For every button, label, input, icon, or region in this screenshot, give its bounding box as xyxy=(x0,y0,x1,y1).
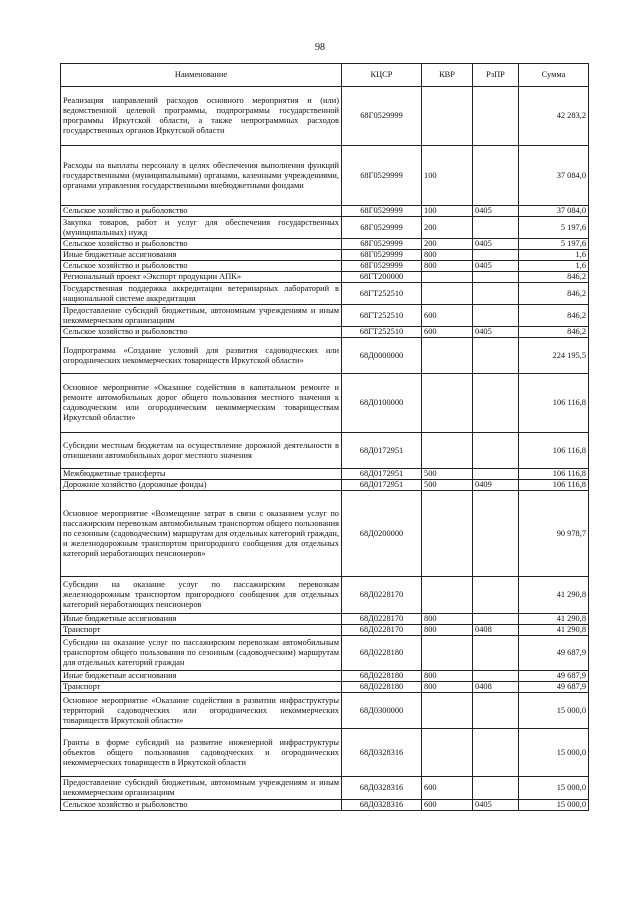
table-row xyxy=(61,800,589,811)
cell-rzpr xyxy=(473,250,519,261)
cell-name: Иные бюджетные ассигнования xyxy=(61,614,342,625)
cell-kcsr: 68ГТ252510 xyxy=(342,283,422,305)
cell-name: Основное мероприятие «Оказание содействия в капитальном ремонте и ремонте автомобильных дорог общего пользования местного значения к садоводческим или огородническим некоммерческим товариществам Иркутской области» xyxy=(61,374,342,433)
cell-sum: 41 290,8 xyxy=(519,577,589,614)
table-row xyxy=(61,239,589,250)
header-name: Наименование xyxy=(61,64,342,87)
cell-name: Межбюджетные трансферты xyxy=(61,469,342,480)
table-row xyxy=(61,327,589,338)
cell-rzpr xyxy=(473,272,519,283)
cell-kvr: 800 xyxy=(422,682,473,693)
cell-sum: 1,6 xyxy=(519,261,589,272)
cell-name: Иные бюджетные ассигнования xyxy=(61,250,342,261)
cell-kcsr: 68Г0529999 xyxy=(342,87,422,146)
cell-kcsr: 68Д0172951 xyxy=(342,469,422,480)
cell-kcsr: 68ГТ252510 xyxy=(342,327,422,338)
cell-kvr xyxy=(422,433,473,469)
table-header-row xyxy=(61,64,589,87)
page-number: 98 xyxy=(315,42,325,53)
table-row xyxy=(61,283,589,305)
cell-kcsr: 68ГТ200000 xyxy=(342,272,422,283)
table-row xyxy=(61,480,589,491)
cell-kvr: 800 xyxy=(422,250,473,261)
cell-sum: 49 687,9 xyxy=(519,636,589,671)
cell-name: Реализация направлений расходов основного мероприятия и (или) ведомственной целевой программы, подпрограммы государственной программы Иркутской области, а также непрограммных расходов государственных органов Иркутской области xyxy=(61,87,342,146)
cell-rzpr xyxy=(473,146,519,206)
cell-kvr xyxy=(422,338,473,374)
cell-sum: 106 116,8 xyxy=(519,480,589,491)
table-row xyxy=(61,729,589,777)
cell-kvr xyxy=(422,272,473,283)
table-row xyxy=(61,636,589,671)
cell-rzpr: 0405 xyxy=(473,239,519,250)
cell-name: Транспорт xyxy=(61,625,342,636)
cell-kcsr: 68Г0529999 xyxy=(342,250,422,261)
cell-kcsr: 68Д0100000 xyxy=(342,374,422,433)
table-row xyxy=(61,693,589,729)
table-row xyxy=(61,338,589,374)
cell-rzpr xyxy=(473,614,519,625)
table-row xyxy=(61,625,589,636)
cell-name: Предоставление субсидий бюджетным, автономным учреждениям и иным некоммерческим организациям xyxy=(61,777,342,800)
cell-kvr: 800 xyxy=(422,614,473,625)
cell-name: Субсидии местным бюджетам на осуществление дорожной деятельности в отношении автомобильных дорог местного значения xyxy=(61,433,342,469)
table-row xyxy=(61,469,589,480)
cell-name: Субсидии на оказание услуг по пассажирским перевозкам автомобильным транспортом общего пользования по сезонным (садоводческим) маршрутам для отдельных категорий граждан xyxy=(61,636,342,671)
cell-name: Подпрограмма «Создание условий для развития садоводческих или огороднических некоммерческих товариществ Иркутской области» xyxy=(61,338,342,374)
cell-name: Сельское хозяйство и рыболовство xyxy=(61,800,342,811)
cell-sum: 106 116,8 xyxy=(519,374,589,433)
cell-name: Государственная поддержка аккредитации ветеринарных лабораторий в национальной системе аккредитации xyxy=(61,283,342,305)
header-kcsr: КЦСР xyxy=(342,64,422,87)
cell-name: Основное мероприятие «Возмещение затрат в связи с оказанием услуг по пассажирским перевозкам автомобильным транспортом общего пользования по сезонным (садоводческим) маршрутам для отдельных категорий граждан, и железнодорожным транспортом пригородного сообщения для отдельных категорий неработающих пенсионеров» xyxy=(61,491,342,577)
cell-sum: 15 000,0 xyxy=(519,777,589,800)
table-row xyxy=(61,250,589,261)
cell-kcsr: 68Д0328316 xyxy=(342,777,422,800)
cell-rzpr xyxy=(473,374,519,433)
cell-rzpr: 0408 xyxy=(473,682,519,693)
table-row xyxy=(61,491,589,577)
cell-kvr: 600 xyxy=(422,327,473,338)
cell-sum: 49 687,9 xyxy=(519,671,589,682)
cell-kcsr: 68Д0000000 xyxy=(342,338,422,374)
cell-kcsr: 68Д0228170 xyxy=(342,614,422,625)
cell-kcsr: 68Д0200000 xyxy=(342,491,422,577)
cell-rzpr xyxy=(473,469,519,480)
cell-kvr: 500 xyxy=(422,469,473,480)
cell-name: Сельское хозяйство и рыболовство xyxy=(61,261,342,272)
cell-name: Основное мероприятие «Оказание содействия в развитии инфраструктуры территорий садоводческих или огороднических некоммерческих товариществ Иркутской области» xyxy=(61,693,342,729)
cell-kvr: 100 xyxy=(422,146,473,206)
cell-kcsr: 68Г0529999 xyxy=(342,206,422,217)
cell-kvr: 800 xyxy=(422,671,473,682)
header-sum: Сумма xyxy=(519,64,589,87)
budget-table xyxy=(60,63,589,811)
table-row xyxy=(61,261,589,272)
table-row xyxy=(61,577,589,614)
cell-rzpr xyxy=(473,283,519,305)
cell-kcsr: 68Д0300000 xyxy=(342,693,422,729)
cell-kvr xyxy=(422,491,473,577)
cell-rzpr xyxy=(473,693,519,729)
table-row xyxy=(61,614,589,625)
cell-kvr xyxy=(422,729,473,777)
cell-kvr: 800 xyxy=(422,625,473,636)
cell-name: Закупка товаров, работ и услуг для обеспечения государственных (муниципальных) нужд xyxy=(61,217,342,239)
cell-rzpr xyxy=(473,636,519,671)
table-row xyxy=(61,146,589,206)
cell-kcsr: 68Г0529999 xyxy=(342,146,422,206)
table-row xyxy=(61,206,589,217)
cell-sum: 37 084,0 xyxy=(519,206,589,217)
table-row xyxy=(61,217,589,239)
cell-kcsr: 68Г0529999 xyxy=(342,217,422,239)
cell-name: Транспорт xyxy=(61,682,342,693)
cell-kcsr: 68Д0228180 xyxy=(342,636,422,671)
cell-kcsr: 68Д0228170 xyxy=(342,577,422,614)
cell-sum: 37 084,0 xyxy=(519,146,589,206)
cell-sum: 106 116,8 xyxy=(519,433,589,469)
cell-name: Сельское хозяйство и рыболовство xyxy=(61,327,342,338)
cell-sum: 90 978,7 xyxy=(519,491,589,577)
cell-kvr xyxy=(422,636,473,671)
cell-rzpr: 0409 xyxy=(473,480,519,491)
cell-sum: 42 283,2 xyxy=(519,87,589,146)
cell-sum: 5 197,6 xyxy=(519,239,589,250)
cell-kcsr: 68Д0172951 xyxy=(342,480,422,491)
cell-kcsr: 68Д0228180 xyxy=(342,671,422,682)
cell-rzpr xyxy=(473,305,519,327)
cell-sum: 5 197,6 xyxy=(519,217,589,239)
cell-kvr: 500 xyxy=(422,480,473,491)
cell-rzpr xyxy=(473,87,519,146)
cell-kcsr: 68Г0529999 xyxy=(342,239,422,250)
header-kvr: КВР xyxy=(422,64,473,87)
cell-kvr: 600 xyxy=(422,777,473,800)
cell-sum: 846,2 xyxy=(519,272,589,283)
cell-kcsr: 68Д0328316 xyxy=(342,729,422,777)
cell-kvr: 100 xyxy=(422,206,473,217)
cell-name: Сельское хозяйство и рыболовство xyxy=(61,206,342,217)
cell-kvr: 200 xyxy=(422,217,473,239)
cell-rzpr xyxy=(473,729,519,777)
cell-rzpr: 0405 xyxy=(473,261,519,272)
table-row xyxy=(61,374,589,433)
table-row xyxy=(61,87,589,146)
table-row xyxy=(61,305,589,327)
cell-kcsr: 68Г0529999 xyxy=(342,261,422,272)
table-row xyxy=(61,777,589,800)
cell-rzpr: 0405 xyxy=(473,800,519,811)
cell-kvr: 600 xyxy=(422,800,473,811)
cell-sum: 846,2 xyxy=(519,327,589,338)
cell-kcsr: 68Д0328316 xyxy=(342,800,422,811)
cell-kvr xyxy=(422,577,473,614)
table-row xyxy=(61,682,589,693)
header-rzpr: РзПР xyxy=(473,64,519,87)
table-body xyxy=(61,87,589,811)
cell-name: Региональный проект «Экспорт продукции АПК» xyxy=(61,272,342,283)
cell-name: Предоставление субсидий бюджетным, автономным учреждениям и иным некоммерческим организациям xyxy=(61,305,342,327)
cell-name: Субсидии на оказание услуг по пассажирским перевозкам железнодорожным транспортом пригородного сообщения для отдельных категорий неработающих пенсионеров xyxy=(61,577,342,614)
cell-kvr xyxy=(422,693,473,729)
cell-kvr xyxy=(422,87,473,146)
cell-kcsr: 68ГТ252510 xyxy=(342,305,422,327)
cell-sum: 846,2 xyxy=(519,283,589,305)
cell-kcsr: 68Д0172951 xyxy=(342,433,422,469)
cell-rzpr: 0405 xyxy=(473,206,519,217)
cell-sum: 106 116,8 xyxy=(519,469,589,480)
cell-kvr: 200 xyxy=(422,239,473,250)
cell-sum: 49 687,9 xyxy=(519,682,589,693)
cell-rzpr xyxy=(473,338,519,374)
cell-kcsr: 68Д0228170 xyxy=(342,625,422,636)
table-row xyxy=(61,671,589,682)
cell-rzpr xyxy=(473,491,519,577)
cell-sum: 41 290,8 xyxy=(519,625,589,636)
cell-rzpr xyxy=(473,777,519,800)
cell-rzpr xyxy=(473,671,519,682)
cell-sum: 846,2 xyxy=(519,305,589,327)
cell-name: Гранты в форме субсидий на развитие инженерной инфраструктуры объектов общего пользования садоводческих и огороднических некоммерческих товариществ в Иркутской области xyxy=(61,729,342,777)
cell-sum: 41 290,8 xyxy=(519,614,589,625)
cell-kvr: 600 xyxy=(422,305,473,327)
cell-name: Сельское хозяйство и рыболовство xyxy=(61,239,342,250)
cell-kvr xyxy=(422,374,473,433)
cell-sum: 15 000,0 xyxy=(519,800,589,811)
cell-rzpr: 0408 xyxy=(473,625,519,636)
cell-sum: 15 000,0 xyxy=(519,729,589,777)
cell-sum: 1,6 xyxy=(519,250,589,261)
cell-kcsr: 68Д0228180 xyxy=(342,682,422,693)
cell-rzpr xyxy=(473,217,519,239)
table-row xyxy=(61,272,589,283)
cell-sum: 15 000,0 xyxy=(519,693,589,729)
cell-sum: 224 195,5 xyxy=(519,338,589,374)
cell-rzpr xyxy=(473,577,519,614)
cell-kvr xyxy=(422,283,473,305)
cell-rzpr: 0405 xyxy=(473,327,519,338)
cell-name: Дорожное хозяйство (дорожные фонды) xyxy=(61,480,342,491)
cell-name: Расходы на выплаты персоналу в целях обеспечения выполнения функций государственными (муниципальными) органами, казенными учреждениями, органами управления государственными внебюджетными фондами xyxy=(61,146,342,206)
cell-name: Иные бюджетные ассигнования xyxy=(61,671,342,682)
cell-kvr: 800 xyxy=(422,261,473,272)
cell-rzpr xyxy=(473,433,519,469)
table-row xyxy=(61,433,589,469)
